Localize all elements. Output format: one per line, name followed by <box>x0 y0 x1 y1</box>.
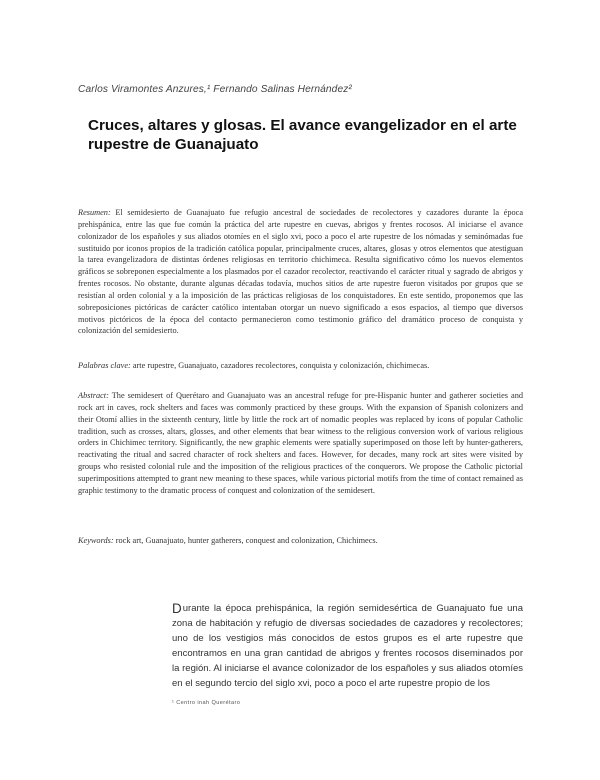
body-text: urante la época prehispánica, la región semidesértica de Guanajuato fue una zona de habitación y refugio de diversas sociedades de cazadores y recolectores; uno de los vestigios más conocidos de estos grupos es el arte rupestre que encontramos en una gran cantidad de abrigos y frentes rocosos diseminados por la región. Al iniciarse el avance colonizador de los españoles y sus aliados otomíes en el segundo tercio del siglo xvi, poco a poco el arte rupestre propio de los <box>172 603 523 689</box>
abstract-label: Abstract: <box>78 391 109 400</box>
palabras-clave-label: Palabras clave: <box>78 361 131 370</box>
abstract-paragraph <box>78 390 523 497</box>
authors-line: Carlos Viramontes Anzures,¹ Fernando Salinas Hernández² <box>78 84 352 95</box>
palabras-clave-text: arte rupestre, Guanajuato, cazadores recolectores, conquista y colonización, chichimecas. <box>132 361 430 370</box>
keywords-label: Keywords: <box>78 536 114 545</box>
resumen-text: El semidesierto de Guanajuato fue refugio ancestral de sociedades de recolectores y cazadores durante la época prehispánica, entre las que fue común la práctica del arte rupestre en cuevas, abrigos y frentes rocosos. Al iniciarse el avance colonizador de los españoles y sus aliados otomíes en el siglo xvi, poco a poco el arte rupestre de los nómadas y seminómadas fue sustituido por iconos propios de la tradición católica popular, principalmente cruces, altares, glosas y otros elementos que atestiguan la tarea evangelizadora de distintas órdenes religiosas en territorio chichimeca. Resulta significativo cómo los nuevos elementos gráficos se sobreponen especialmente a los plasmados por el cazador recolector, reactivando el carácter ritual y sagrado de abrigos y frentes rocosos. No obstante, durante algunas décadas todavía, muchos sitios de arte rupestre fueron visitados por grupos que se resistían al orden colonial y a la imposición de las prácticas religiosas de los conquistadores. En este sentido, proponemos que las sobreposiciones pictóricas de carácter católico intentaban otorgar un nuevo significado a esos espacios, al tiempo que diversos motivos pictóricos de la época del contacto permanecieron como testimonio gráfico del dramático proceso de conquista y colonización del semidesierto. <box>78 208 524 336</box>
article-title: Cruces, altares y glosas. El avance evangelizador en el arte rupestre de Guanajuato <box>88 117 517 153</box>
resumen-label: Resumen: <box>78 208 111 217</box>
abstract-text: The semidesert of Querétaro and Guanajuato was an ancestral refuge for pre-Hispanic hunter and gatherer societies and rock art in caves, rock shelters and faces was commonly practiced by these groups. With the expansion of Spanish colonizers and their Otomí allies in the sixteenth century, little by little the rock art of nomadic peoples was replaced by icons of popular Catholic tradition, such as crosses, altars, glosses, and other elements that bear witness to the religious conversion work of various religious orders in Chichimec territory. Significantly, the new graphic elements were spatially superimposed on those left by hunter-gatherers, reactivating the ritual and sacred character of rock shelters and faces. However, for decades, many rock art sites were visited by groups who resisted colonial rule and the imposition of the religious practices of the conquerors. We propose the Catholic pictorial superimpositions attempted to grant new meaning to these spaces, while various pictorial motifs from the time of contact remained as graphic testimony to the dramatic process of conquest and colonization of the semidesert. <box>78 391 523 495</box>
keywords-paragraph <box>78 535 523 547</box>
drop-cap: D <box>172 601 182 616</box>
palabras-clave-paragraph <box>78 360 523 372</box>
footnote: ¹ Centro inah Querétaro <box>172 700 241 706</box>
keywords-text: rock art, Guanajuato, hunter gatherers, conquest and colonization, Chichimecs. <box>115 536 378 545</box>
body-paragraph <box>172 601 523 691</box>
resumen-paragraph <box>78 207 523 337</box>
